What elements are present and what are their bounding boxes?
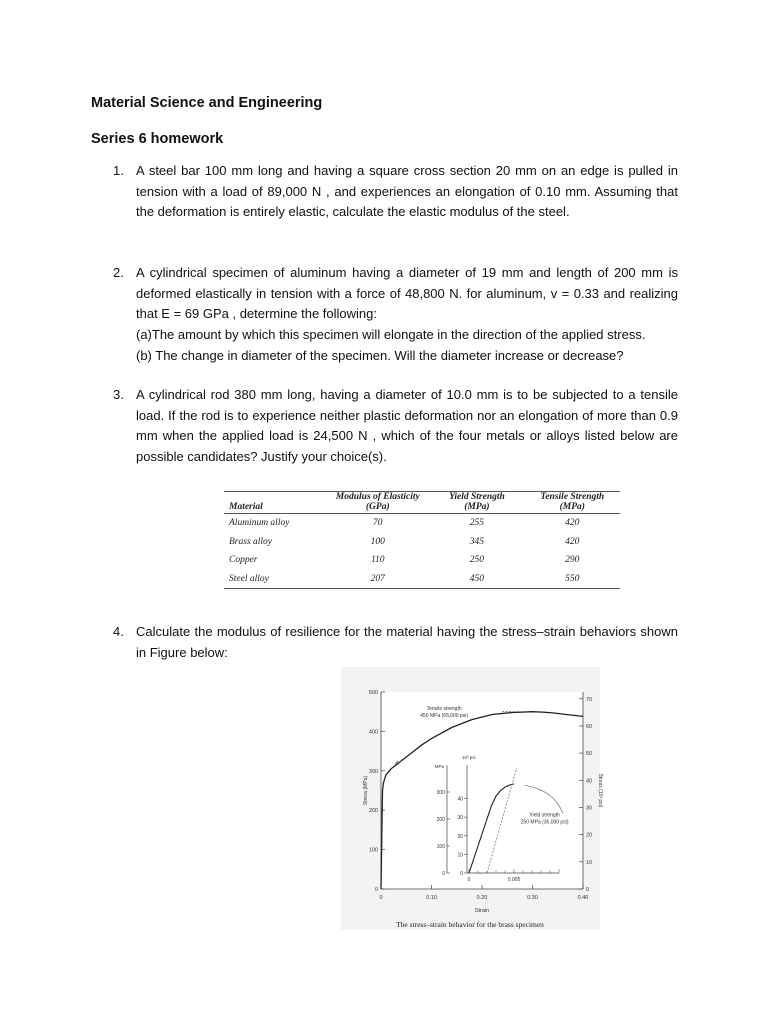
y-tick-label: 0 — [374, 887, 378, 893]
page-subtitle: Series 6 homework — [91, 131, 224, 147]
y2-tick-label: 40 — [586, 778, 593, 785]
question-text: A steel bar 100 mm long and having a square cross section 20 mm on an edge is pulled in tension with a load of 89,000 N , and experiences an elongation of 0.10 mm. Assuming that the deformation is entirely elastic, calculate the elastic modulus of the steel. — [136, 163, 678, 220]
y-axis-label: Stress (MPa) — [363, 775, 369, 806]
column-header-modulus: Modulus of Elasticity (GPa) — [326, 492, 429, 514]
question-2 — [113, 263, 678, 367]
y-tick-label: 100 — [368, 847, 378, 854]
table-row — [224, 570, 620, 589]
stress-strain-figure — [341, 667, 603, 930]
y2-tick-label: 70 — [586, 696, 593, 703]
table-cell: Brass alloy — [229, 536, 273, 547]
table-header-row — [224, 492, 620, 514]
table-cell: 70 — [373, 518, 383, 529]
y2-tick-label: 30 — [586, 805, 593, 812]
yield-strength-label: Yield strength — [529, 812, 560, 819]
inset-y-tick-label: 200 — [436, 817, 445, 823]
inset-y2-tick-label: 40 — [457, 796, 463, 803]
inset-y2-tick-label: 10 — [457, 852, 463, 859]
y2-tick-label: 20 — [586, 832, 593, 839]
y2-tick-label: 50 — [586, 751, 593, 758]
question-text: A cylindrical specimen of aluminum having a diameter of 19 mm and length of 200 mm is deformed elastically in tension with a force of 48,800 N. for aluminum, v = 0.33 and realizing that E = 69 GPa , determine the following: — [136, 265, 678, 322]
x-axis-label: Strain — [474, 908, 490, 914]
page-title: Material Science and Engineering — [91, 95, 323, 111]
table-cell: 290 — [565, 555, 580, 566]
plot-area — [381, 692, 583, 889]
column-header-yield: Yield Strength (MPa) — [429, 492, 524, 514]
inset-y2-tick-label: 20 — [457, 833, 463, 840]
inset-x-tick-label: 0 — [467, 877, 471, 883]
question-1 — [113, 161, 678, 223]
question-number: 2. — [113, 265, 124, 280]
inset-y-tick-label: 0 — [442, 871, 445, 877]
table-cell: 207 — [326, 570, 429, 589]
table-cell: 110 — [371, 555, 385, 566]
question-number: 4. — [113, 624, 124, 639]
question-part-a: (a)The amount by which this specimen will elongate in the direction of the applied stress. — [136, 327, 646, 343]
y2-tick-label: 0 — [586, 887, 590, 893]
inset-x-tick-label: 0.005 — [507, 877, 521, 883]
inset-y2-unit: 10³ psi — [462, 755, 476, 760]
table-row — [224, 514, 620, 533]
inset-y2-tick-label: 0 — [460, 871, 463, 877]
tensile-strength-label: Tensile strength — [426, 706, 462, 712]
figure-caption: The stress–strain behavior for the brass specimen — [396, 920, 544, 929]
table-cell: Aluminum alloy — [229, 518, 290, 529]
question-text: Calculate the modulus of resilience for the material having the stress–strain behaviors shown in Figure below: — [136, 624, 678, 660]
x-tick-label: 0.20 — [476, 895, 488, 901]
y-tick-label: 200 — [368, 808, 378, 815]
y2-axis-label: Stress (10³ psi) — [597, 773, 603, 808]
inset-y2-tick-label: 30 — [457, 815, 463, 822]
x-tick-label: 0.10 — [426, 895, 437, 901]
question-text: A cylindrical rod 380 mm long, having a diameter of 10.0 mm is to be subjected to a tensile load. If the rod is to experience neither plastic deformation nor an elongation of more than 0.9 mm when the applied load is 24,500 N , which of the four metals or alloys listed below are possible candidates? Justify your choice(s). — [136, 387, 678, 465]
inset-y-tick-label: 300 — [436, 790, 445, 796]
table-cell: Copper — [229, 555, 258, 566]
question-number: 1. — [113, 163, 124, 178]
table-cell: 550 — [525, 570, 620, 589]
y-tick-label: 500 — [368, 690, 378, 696]
table-cell: 255 — [469, 518, 485, 529]
question-part-b: (b) The change in diameter of the specimen. Will the diameter increase or decrease? — [136, 347, 624, 363]
x-tick-label: 0.40 — [577, 895, 589, 901]
table-cell: 420 — [565, 518, 580, 529]
table-cell: 450 — [429, 570, 524, 589]
x-tick-label: 0 — [379, 895, 383, 901]
question-4 — [113, 622, 678, 663]
table-cell: Steel alloy — [224, 570, 326, 589]
table-cell: 100 — [370, 536, 385, 547]
point-a-label: A — [395, 760, 399, 767]
table-cell: 250 — [469, 555, 485, 566]
table-row — [224, 551, 620, 570]
stress-strain-chart — [341, 667, 603, 930]
tensile-strength-value: 450 MPa (65,000 psi) — [420, 713, 469, 719]
table-cell: 345 — [469, 536, 485, 547]
y2-tick-label: 10 — [586, 859, 593, 866]
material-properties-table — [224, 491, 620, 589]
table-cell: 420 — [565, 536, 580, 547]
x-tick-label: 0.30 — [527, 895, 538, 901]
table-row — [224, 533, 620, 552]
column-header-tensile: Tensile Strength (MPa) — [525, 492, 620, 514]
inset-y-unit: MPa — [434, 764, 444, 769]
y-tick-label: 300 — [368, 768, 378, 775]
y-tick-label: 400 — [368, 729, 378, 736]
y2-tick-label: 60 — [586, 723, 593, 730]
inset-y-tick-label: 100 — [436, 844, 445, 850]
column-header-material: Material — [224, 492, 326, 514]
question-number: 3. — [113, 387, 124, 402]
yield-strength-value: 250 MPa (36,000 psi) — [520, 819, 569, 826]
question-3 — [113, 385, 678, 468]
